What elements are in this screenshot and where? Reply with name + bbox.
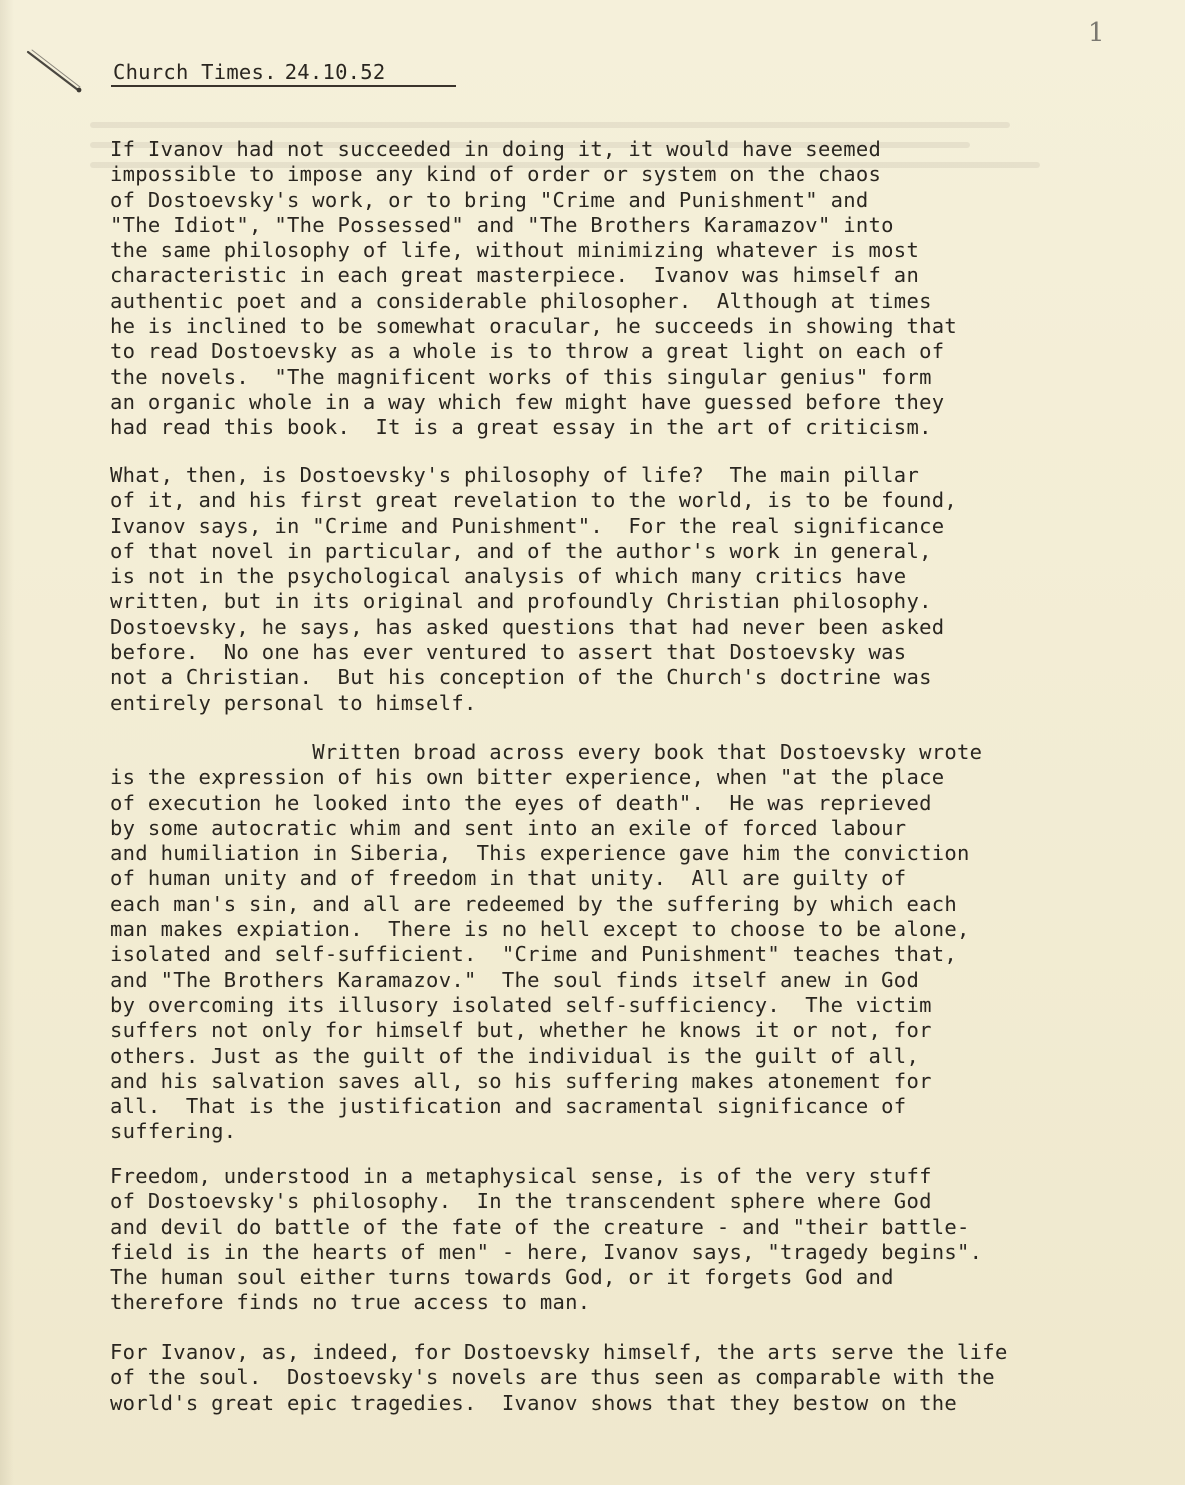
publication-name: Church Times. — [113, 60, 277, 84]
paragraph-5: For Ivanov, as, indeed, for Dostoevsky himself, the arts serve the life of the soul. Dostoevsky's novels are thus seen as comparable with the world's great epic tragedies. Ivanov shows that they bestow on the — [110, 1340, 1008, 1415]
publication-date: 24.10.52 — [284, 60, 386, 84]
pin-icon — [22, 46, 86, 98]
page-edge-shadow — [0, 0, 14, 1485]
document-header — [113, 59, 385, 85]
paragraph-2: What, then, is Dostoevsky's philosophy of life? The main pillar of it, and his first great revelation to the world, is to be found, Ivanov says, in "Crime and Punishment". For the real significance of that novel in particular, and of the author's work in general, is not in the psychological analysis of which many critics have written, but in its original and profoundly Christian philosophy. Dostoevsky, he says, has asked questions that had never been asked before. No one has ever ventured to assert that Dostoevsky was not a Christian. But his conception of the Church's doctrine was entirely personal to himself. — [110, 463, 958, 715]
paragraph-1: If Ivanov had not succeeded in doing it, it would have seemed impossible to impose any kind of order or system on the chaos of Dostoevsky's work, or to bring "Crime and Punishment" and "The Idiot", "The Possessed" and "The Brothers Karamazov" into the same philosophy of life, without minimizing whatever is most characteristic in each great masterpiece. Ivanov was himself an authentic poet and a considerable philosopher. Although at times he is inclined to be somewhat oracular, he succeeds in showing that to read Dostoevsky as a whole is to throw a great light on each of the novels. "The magnificent works of this singular genius" form an organic whole in a way which few might have guessed before they had read this book. It is a great essay in the art of criticism. — [110, 137, 958, 440]
paragraph-4: Freedom, understood in a metaphysical sense, is of the very stuff of Dostoevsky's philosophy. In the transcendent sphere where God and devil do battle of the fate of the creature - and "their battle- field is in the hearts of men" - here, Ivanov says, "tragedy begins". The human soul either turns towards God, or it forgets God and therefore finds no true access to man. — [110, 1164, 983, 1315]
header-underline — [111, 85, 456, 87]
paragraph-3: Written broad across every book that Dostoevsky wrote is the expression of his own bitter experience, when "at the place of execution he looked into the eyes of death". He was reprieved by some autocratic whim and sent into an exile of forced labour and humiliation in Siberia, This experience gave him the conviction of human unity and of freedom in that unity. All are guilty of each man's sin, and all are redeemed by the suffering by which each man makes expiation. There is no hell except to choose to be alone, isolated and self-sufficient. "Crime and Punishment" teaches that, and "The Brothers Karamazov." The soul finds itself anew in God by overcoming its illusory isolated self-sufficiency. The victim suffers not only for himself but, whether he knows it or not, for others. Just as the guilt of the individual is the guilt of all, and his salvation saves all, so his suffering makes atonement for all. That is the justification and sacramental significance of suffering. — [110, 740, 983, 1144]
page-number: 1 — [1088, 18, 1105, 48]
